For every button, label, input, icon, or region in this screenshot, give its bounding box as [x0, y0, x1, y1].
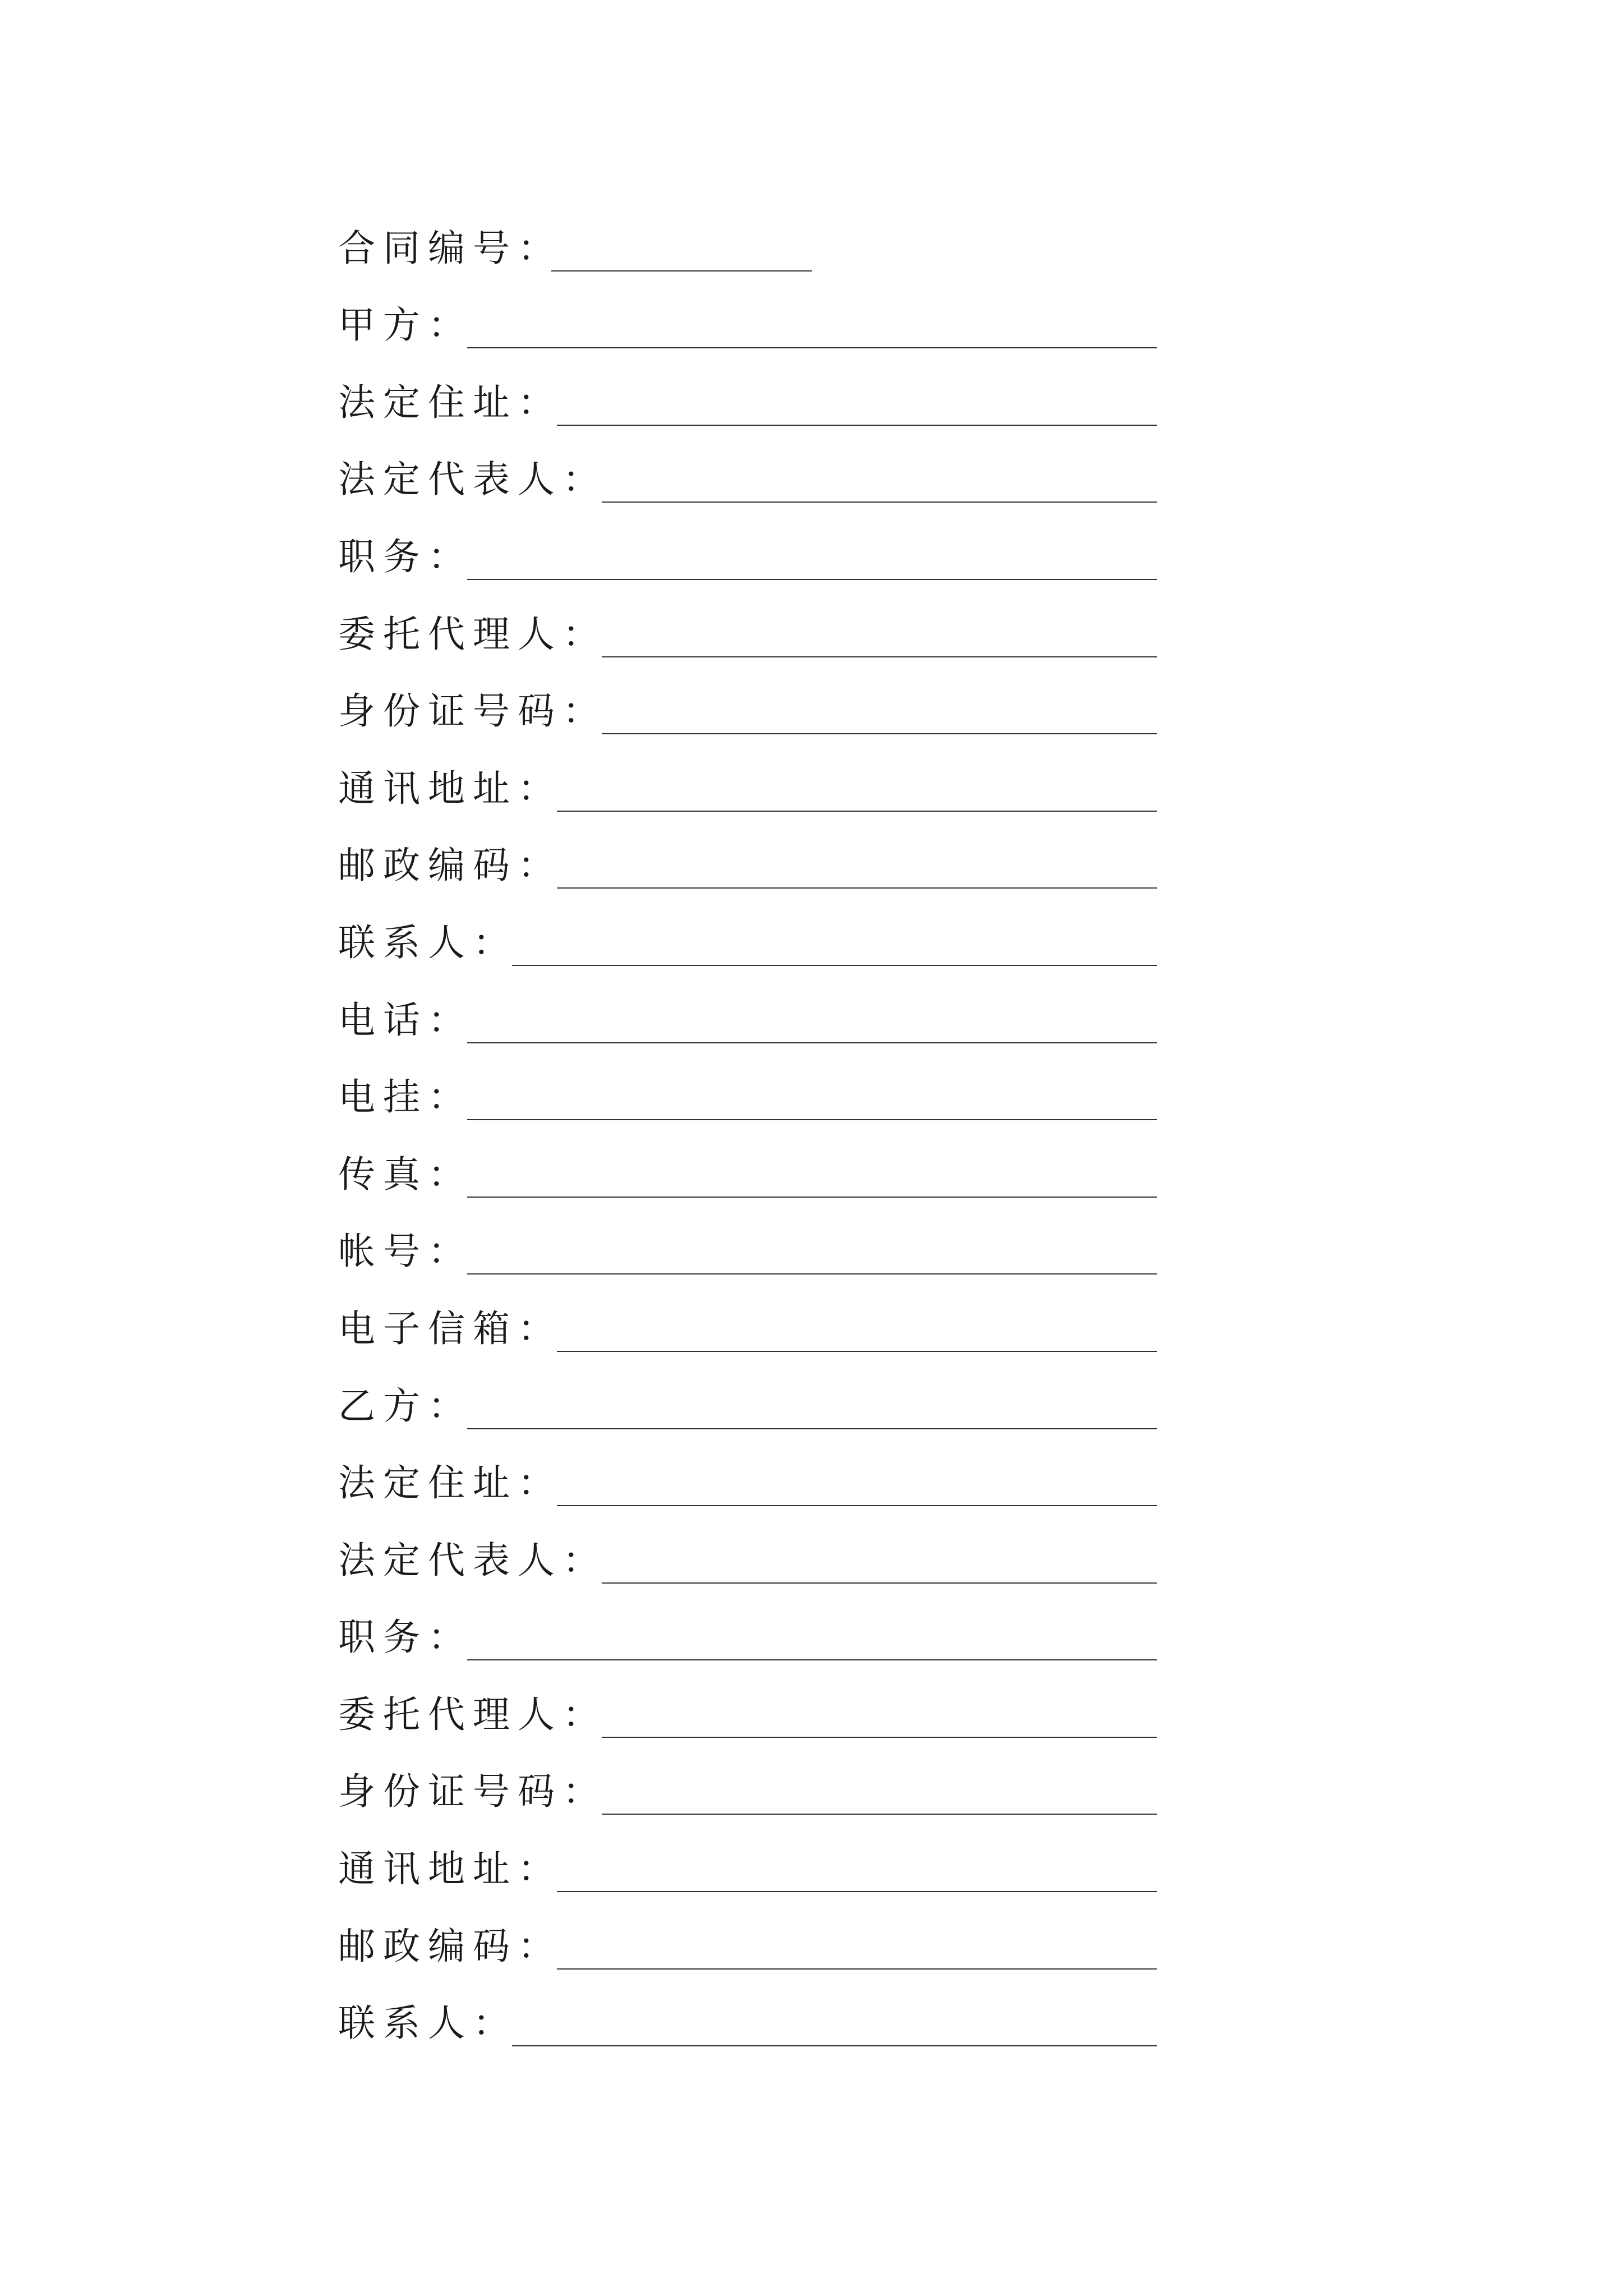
party-a-field-label: 职务： — [338, 535, 473, 578]
contract-party-form — [338, 202, 1157, 2054]
party-a-field-label: 电挂： — [338, 1075, 473, 1119]
party-b-field-blank[interactable] — [557, 1968, 1157, 1970]
party-a-field-label: 联系人： — [338, 921, 518, 964]
party-a-field-label: 帐号： — [338, 1230, 473, 1273]
party-a-field-row — [338, 1205, 1157, 1283]
party-a-field-blank[interactable] — [467, 1273, 1157, 1274]
party-b-field-label: 委托代理人： — [338, 1692, 607, 1736]
party-b-field-row — [338, 1823, 1157, 1900]
party-b-field-blank[interactable] — [557, 1505, 1157, 1506]
party-b-field-row — [338, 1437, 1157, 1515]
party-a-field-label: 法定住址： — [338, 380, 562, 424]
party-b-field-label: 职务： — [338, 1616, 473, 1659]
party-b-field-blank[interactable] — [602, 1814, 1157, 1815]
party-b-field-label: 邮政编码： — [338, 1924, 562, 1968]
party-b-row — [338, 1360, 1157, 1437]
party-b-field-row — [338, 1746, 1157, 1823]
contract-no-row — [338, 202, 1157, 279]
party-a-field-row — [338, 1128, 1157, 1205]
party-a-field-label: 通讯地址： — [338, 766, 562, 810]
party-a-field-blank[interactable] — [557, 811, 1157, 812]
party-a-field-label: 电话： — [338, 998, 473, 1042]
party-a-field-row — [338, 820, 1157, 897]
party-a-field-blank[interactable] — [557, 887, 1157, 889]
party-a-field-label: 传真： — [338, 1152, 473, 1196]
party-b-field-blank[interactable] — [557, 1891, 1157, 1892]
party-a-field-blank[interactable] — [467, 1119, 1157, 1120]
party-a-field-row — [338, 742, 1157, 820]
party-a-field-row — [338, 356, 1157, 434]
party-a-field-row — [338, 588, 1157, 665]
contract-no-label: 合同编号： — [338, 226, 562, 270]
party-a-field-blank[interactable] — [467, 579, 1157, 580]
party-a-field-row — [338, 434, 1157, 511]
party-a-blank[interactable] — [467, 347, 1157, 348]
party-a-field-blank[interactable] — [512, 965, 1157, 966]
party-b-field-blank[interactable] — [602, 1582, 1157, 1584]
party-b-field-label: 法定代表人： — [338, 1538, 607, 1582]
party-b-field-label: 联系人： — [338, 2001, 518, 2045]
party-b-field-row — [338, 1977, 1157, 2055]
party-a-field-label: 邮政编码： — [338, 844, 562, 887]
party-b-field-blank[interactable] — [512, 2045, 1157, 2046]
party-a-field-blank[interactable] — [467, 1197, 1157, 1198]
party-a-field-row — [338, 665, 1157, 743]
party-b-field-label: 法定住址： — [338, 1461, 562, 1505]
party-a-field-label: 电子信箱： — [338, 1306, 562, 1350]
party-b-field-row — [338, 1591, 1157, 1669]
party-a-label: 甲方： — [338, 303, 473, 347]
party-a-field-blank[interactable] — [602, 501, 1157, 503]
contract-no-blank[interactable] — [551, 270, 812, 272]
party-a-field-blank[interactable] — [602, 656, 1157, 657]
party-a-field-row — [338, 974, 1157, 1051]
party-a-row — [338, 279, 1157, 357]
party-b-field-row — [338, 1668, 1157, 1746]
party-b-field-label: 通讯地址： — [338, 1847, 562, 1891]
party-a-field-blank[interactable] — [557, 425, 1157, 426]
party-b-field-row — [338, 1514, 1157, 1591]
party-b-blank[interactable] — [467, 1428, 1157, 1429]
party-a-field-label: 委托代理人： — [338, 612, 607, 656]
party-b-label: 乙方： — [338, 1384, 473, 1428]
party-a-field-blank[interactable] — [602, 733, 1157, 734]
party-a-field-row — [338, 510, 1157, 588]
party-a-field-row — [338, 1051, 1157, 1129]
party-b-field-row — [338, 1900, 1157, 1977]
party-a-field-row — [338, 896, 1157, 974]
party-a-field-label: 法定代表人： — [338, 458, 607, 501]
party-b-field-label: 身份证号码： — [338, 1770, 607, 1814]
party-b-field-blank[interactable] — [602, 1737, 1157, 1738]
party-a-field-label: 身份证号码： — [338, 689, 607, 733]
party-b-field-blank[interactable] — [467, 1659, 1157, 1660]
party-a-field-blank[interactable] — [467, 1042, 1157, 1043]
party-a-field-blank[interactable] — [557, 1351, 1157, 1352]
party-a-field-row — [338, 1282, 1157, 1360]
